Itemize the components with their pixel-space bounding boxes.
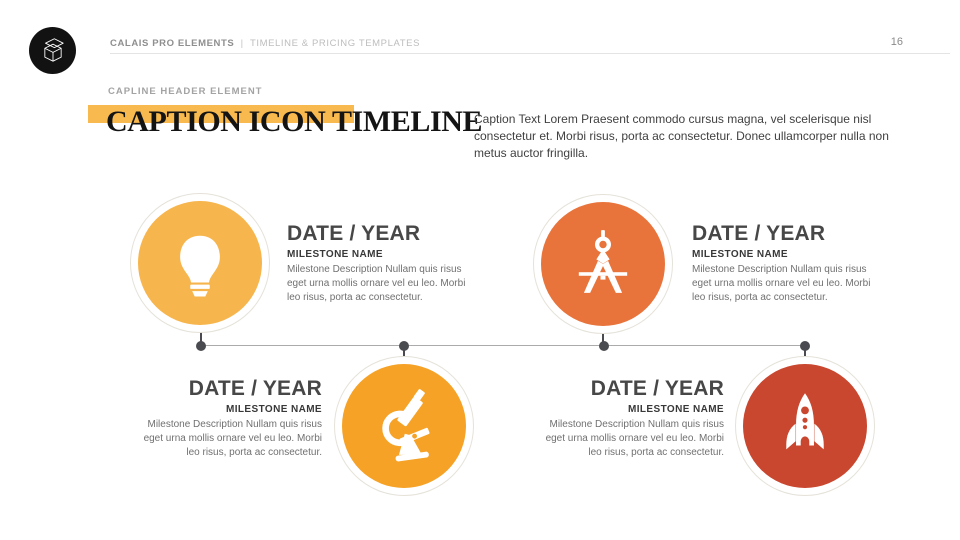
milestone-circle xyxy=(735,356,875,496)
milestone-date: DATE / YEAR xyxy=(287,222,421,245)
milestone-text xyxy=(287,222,479,304)
milestone-disc xyxy=(743,364,867,488)
milestone-date: DATE / YEAR xyxy=(590,377,724,400)
milestone-circle xyxy=(130,193,270,333)
breadcrumb-separator: | xyxy=(240,38,244,49)
deck-section: TIMELINE & PRICING TEMPLATES xyxy=(249,38,420,49)
microscope-icon xyxy=(365,384,443,468)
compass-icon xyxy=(564,222,642,306)
milestone-name: MILESTONE NAME xyxy=(287,249,383,260)
milestone-name: MILESTONE NAME xyxy=(226,404,322,415)
rocket-icon xyxy=(766,384,844,468)
capline-header: CAPLINE HEADER ELEMENT xyxy=(108,86,263,97)
lightbulb-icon xyxy=(161,221,239,305)
page-number: 16 xyxy=(890,36,903,48)
milestone-name: MILESTONE NAME xyxy=(628,404,724,415)
milestone-date: DATE / YEAR xyxy=(188,377,322,400)
milestone-disc xyxy=(138,201,262,325)
milestone-name: MILESTONE NAME xyxy=(692,249,788,260)
timeline-node-dot xyxy=(399,341,409,351)
milestone-circle xyxy=(533,194,673,334)
milestone-date: DATE / YEAR xyxy=(692,222,826,245)
timeline-node-dot xyxy=(599,341,609,351)
milestone-description: Milestone Description Nullam quis risus eget urna mollis ornare vel eu leo. Morbi leo risus, porta ac consectetur. xyxy=(545,419,724,458)
milestone-text xyxy=(130,377,322,459)
milestone-disc xyxy=(541,202,665,326)
deck-brand: CALAIS PRO ELEMENTS xyxy=(110,38,235,49)
caption-text: Caption Text Lorem Praesent commodo cursus magna, vel scelerisque nisl consectetur et. Morbi risus, porta ac consectetur. Donec ullamcorper nulla non metus auctor fringilla. xyxy=(474,112,889,160)
timeline-node-dot xyxy=(800,341,810,351)
milestone-circle xyxy=(334,356,474,496)
timeline-axis xyxy=(201,345,805,346)
timeline-node-dot xyxy=(196,341,206,351)
page-title: CAPTION ICON TIMELINE xyxy=(106,105,483,138)
milestone-description: Milestone Description Nullam quis risus eget urna mollis ornare vel eu leo. Morbi leo risus, porta ac consectetur. xyxy=(287,264,466,303)
milestone-description: Milestone Description Nullam quis risus eget urna mollis ornare vel eu leo. Morbi leo risus, porta ac consectetur. xyxy=(143,419,322,458)
milestone-text xyxy=(532,377,724,459)
milestone-description: Milestone Description Nullam quis risus eget urna mollis ornare vel eu leo. Morbi leo risus, porta ac consectetur. xyxy=(692,264,871,303)
milestone-disc xyxy=(342,364,466,488)
milestone-text xyxy=(692,222,884,304)
